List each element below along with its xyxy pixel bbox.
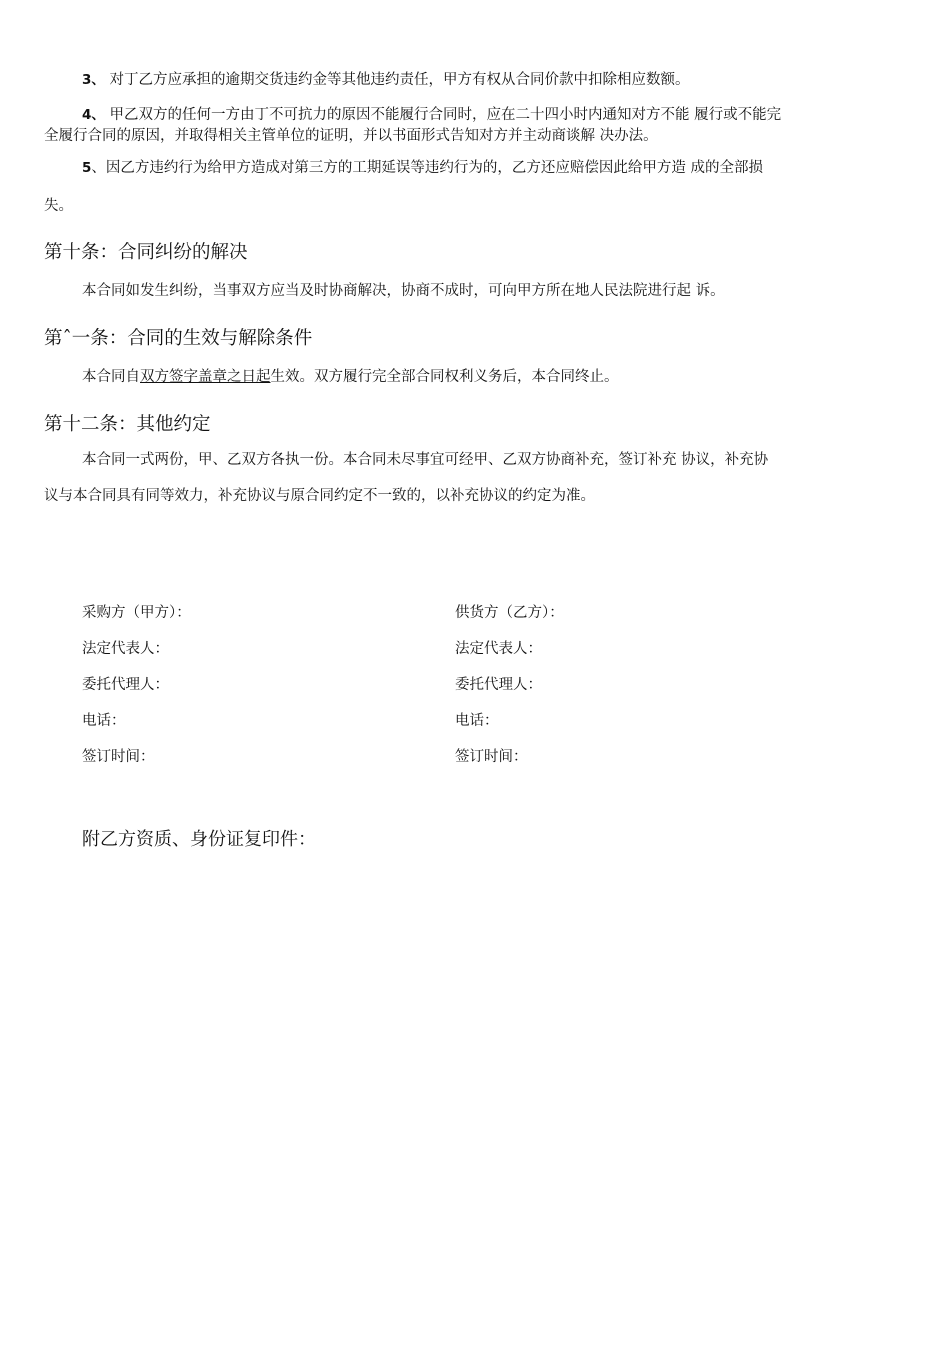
article-11-underlined-term: 双方签字盖章之日起 [140,369,271,385]
party-a-sign-date: 签订时间： [82,749,155,765]
clause-3-text: 对丁乙方应承担的逾期交货违约金等其他违约责任，甲方有权从合同价款中扣除相应数额。 [109,72,690,88]
clause-5-number: 5 [82,160,92,176]
clause-5-line-2: 失。 [44,198,73,214]
clause-4-text-1: 甲乙双方的任何一方由丁不可抗力的原因不能履行合同时，应在二十四小时内通知对方不能 履行或不能完 [109,107,782,123]
article-12-heading: 第十二条：其他约定 [44,414,211,435]
party-b-title: 供货方（乙方）： [455,605,564,621]
party-a-agent: 委托代理人： [82,677,169,693]
clause-3 [82,66,690,94]
party-a-title: 采购方（甲方）： [82,605,191,621]
article-10-heading: 第十条：合同纠纷的解决 [44,242,248,263]
clause-4-line-2: 全履行合同的原因，并取得相关主管单位的证明，并以书面形式告知对方并主动商谈解 决办法。 [44,128,658,144]
clause-3-number: 3、 [82,72,105,88]
clause-5-text-1: 、因乙方违约行为给甲方造成对第三方的工期延误等违约行为的，乙方还应赔偿因此给甲方造 成的全部损 [91,160,764,176]
party-b-legal-representative: 法定代表人： [455,641,542,657]
article-11-body-pre: 本合同自 [82,369,140,385]
article-10-body: 本合同如发生纠纷，当事双方应当及时协商解决，协商不成时，可向甲方所在地人民法院进行起 诉。 [82,283,725,299]
article-11-body-post: 生效。双方履行完全部合同权利义务后，本合同终止。 [270,369,619,385]
party-b-sign-date: 签订时间： [455,749,528,765]
article-11-body [82,363,619,391]
clause-4-number: 4、 [82,107,105,123]
article-11-heading: 第ˆ一条：合同的生效与解除条件 [44,328,313,349]
article-12-line-2: 议与本合同具有同等效力，补充协议与原合同约定不一致的，以补充协议的约定为准。 [44,488,595,504]
clause-5-line-1 [82,154,763,182]
party-b-phone: 电话： [455,713,499,729]
article-12-line-1: 本合同一式两份，甲、乙双方各执一份。本合同未尽事宜可经甲、乙双方协商补充，签订补充 协议，补充协 [82,452,769,468]
attachment-note: 附乙方资质、身份证复印件： [82,829,316,850]
party-b-agent: 委托代理人： [455,677,542,693]
party-a-phone: 电话： [82,713,126,729]
party-a-legal-representative: 法定代表人： [82,641,169,657]
